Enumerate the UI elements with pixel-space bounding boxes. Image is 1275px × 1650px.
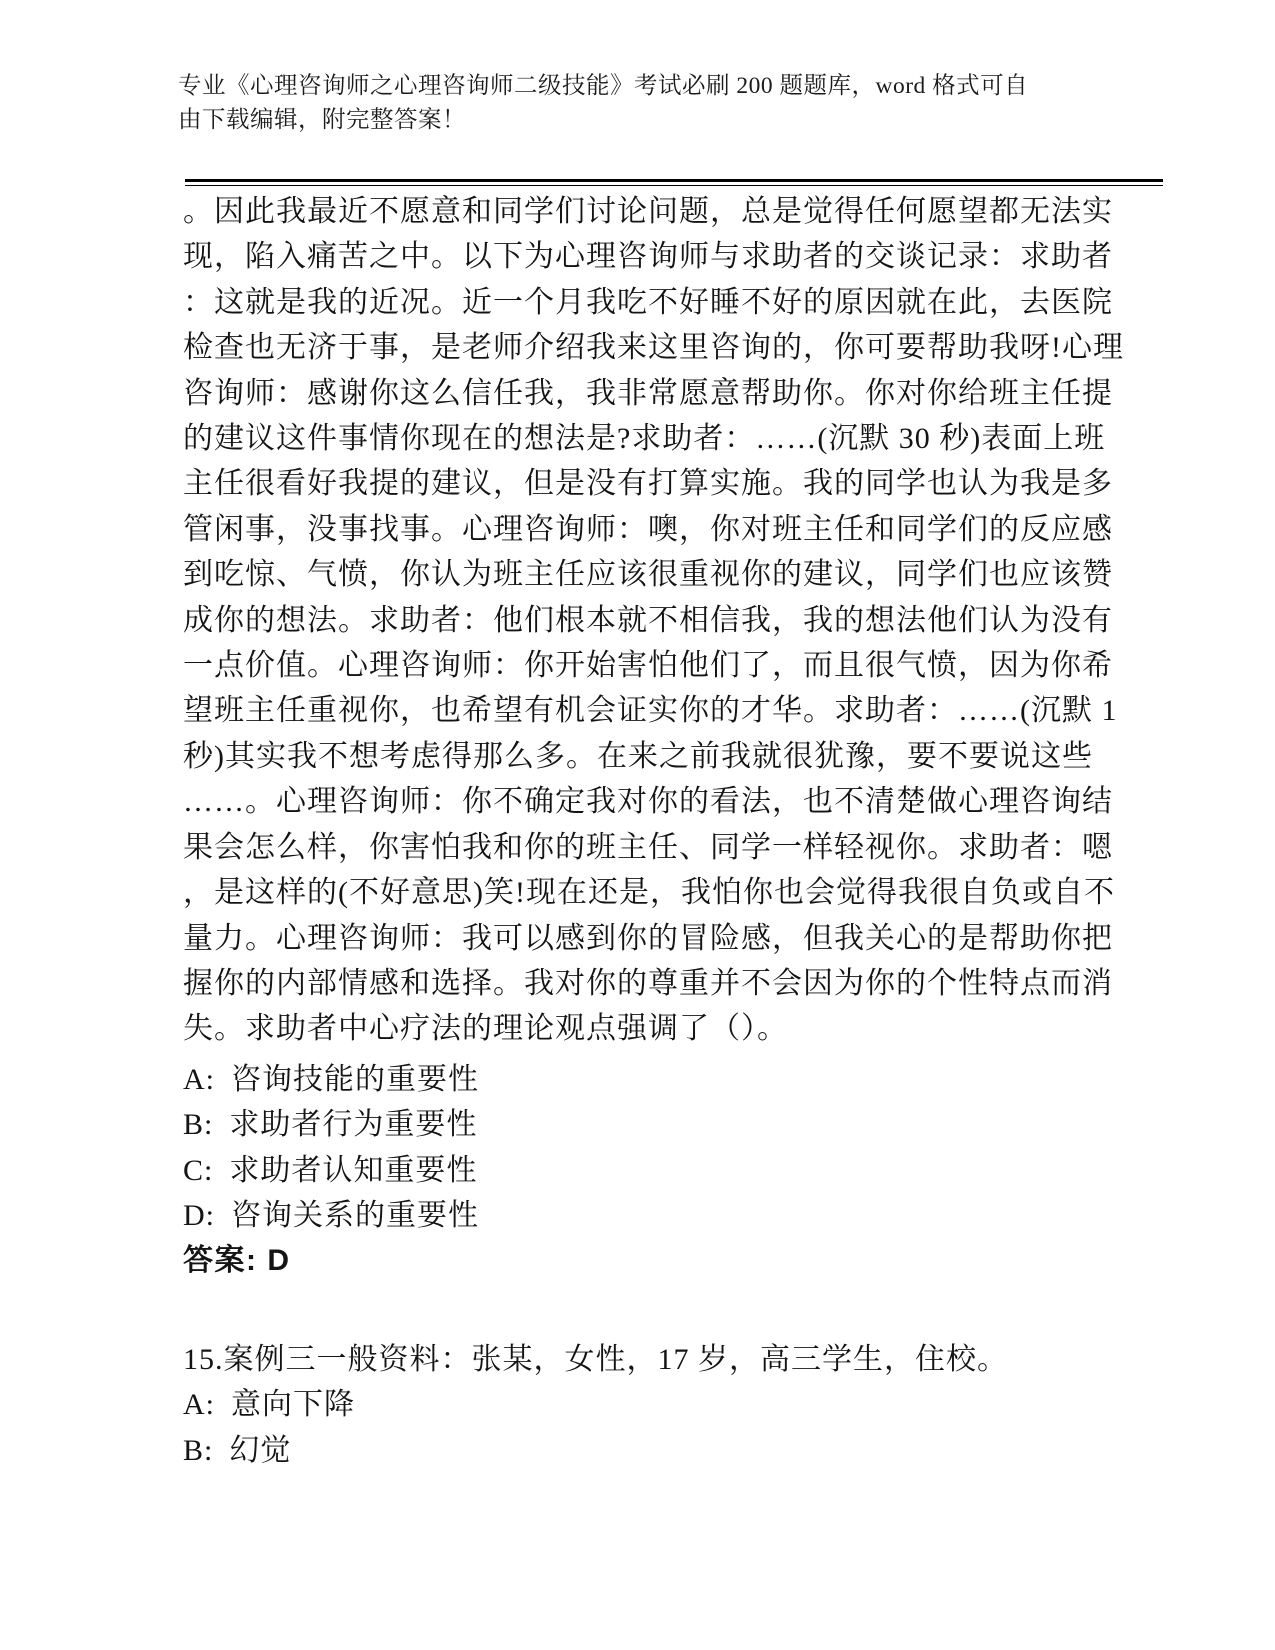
option-row bbox=[183, 1428, 1173, 1473]
option-row bbox=[183, 1382, 1173, 1427]
body-text-line: 管闲事，没事找事。心理咨询师：噢，你对班主任和同学们的反应感 bbox=[183, 512, 1113, 546]
question-14-options bbox=[183, 1057, 1173, 1239]
body-text-line: 握你的内部情感和选择。我对你的尊重并不会因为你的个性特点而消 bbox=[183, 966, 1113, 1000]
option-label: B: bbox=[183, 1433, 214, 1467]
question-14-body bbox=[183, 189, 1173, 1052]
header-text-line: 由下载编辑，附完整答案！ bbox=[178, 107, 466, 133]
option-label: A: bbox=[183, 1388, 215, 1422]
header-text-line: 专业《心理咨询师之心理咨询师二级技能》考试必刷 200 题题库，word 格式可自 bbox=[178, 73, 1029, 99]
option-row bbox=[183, 1057, 1173, 1102]
body-text-line: ：这就是我的近况。近一个月我吃不好睡不好的原因就在此，去医院 bbox=[183, 285, 1113, 319]
body-text-line: 主任很看好我提的建议，但是没有打算实施。我的同学也认为我是多 bbox=[183, 467, 1113, 501]
body-text-line: 的建议这件事情你现在的想法是?求助者：……(沉默 30 秒)表面上班 bbox=[183, 422, 1106, 456]
option-label: C: bbox=[183, 1153, 214, 1187]
body-text-line: 望班主任重视你，也希望有机会证实你的才华。求助者：……(沉默 1 bbox=[183, 694, 1118, 728]
option-row bbox=[183, 1102, 1173, 1147]
body-text-line: 检查也无济于事，是老师介绍我来这里咨询的，你可要帮助我呀!心理 bbox=[183, 331, 1124, 365]
option-text: 求助者认知重要性 bbox=[229, 1153, 478, 1187]
page-header bbox=[178, 69, 1178, 137]
option-label: D: bbox=[183, 1198, 215, 1232]
body-text-line: 到吃惊、气愤，你认为班主任应该很重视你的建议，同学们也应该赞 bbox=[183, 558, 1113, 592]
body-text-line: 现，陷入痛苦之中。以下为心理咨询师与求助者的交谈记录：求助者 bbox=[183, 240, 1113, 274]
option-row bbox=[183, 1148, 1173, 1193]
body-text-line: 量力。心理咨询师：我可以感到你的冒险感，但我关心的是帮助你把 bbox=[183, 921, 1113, 955]
body-text-line: ，是这样的(不好意思)笑!现在还是，我怕你也会觉得我很自负或自不 bbox=[183, 876, 1115, 910]
body-text-line: 。因此我最近不愿意和同学们讨论问题，总是觉得任何愿望都无法实 bbox=[183, 195, 1113, 228]
question-15-stem: 15.案例三一般资料：张某，女性，17 岁，高三学生，住校。 bbox=[183, 1342, 1008, 1376]
option-text: 咨询技能的重要性 bbox=[231, 1062, 479, 1096]
option-label: B: bbox=[183, 1108, 214, 1142]
body-text-line: ……。心理咨询师：你不确定我对你的看法，也不清楚做心理咨询结 bbox=[183, 785, 1113, 819]
option-text: 幻觉 bbox=[229, 1433, 292, 1467]
body-text-line: 咨询师：感谢你这么信任我，我非常愿意帮助你。你对你给班主任提 bbox=[183, 376, 1113, 410]
question-15-options bbox=[183, 1382, 1173, 1473]
option-text: 咨询关系的重要性 bbox=[231, 1198, 479, 1232]
body-text-line: 果会怎么样，你害怕我和你的班主任、同学一样轻视你。求助者：嗯 bbox=[183, 830, 1113, 864]
body-text-line: 一点价值。心理咨询师：你开始害怕他们了，而且很气愤，因为你希 bbox=[183, 649, 1113, 683]
body-text-line: 成你的想法。求助者：他们根本就不相信我，我的想法他们认为没有 bbox=[183, 603, 1113, 637]
option-row bbox=[183, 1193, 1173, 1238]
body-text-line: 秒)其实我不想考虑得那么多。在来之前我就很犹豫，要不要说这些 bbox=[183, 739, 1093, 773]
document-content bbox=[183, 189, 1173, 1473]
header-separator-line bbox=[185, 179, 1163, 186]
body-text-line: 失。求助者中心疗法的理论观点强调了（）。 bbox=[183, 1012, 788, 1046]
option-text: 意向下降 bbox=[231, 1388, 355, 1422]
answer-line: 答案: D bbox=[183, 1244, 291, 1278]
option-label: A: bbox=[183, 1062, 215, 1096]
option-text: 求助者行为重要性 bbox=[229, 1108, 478, 1142]
